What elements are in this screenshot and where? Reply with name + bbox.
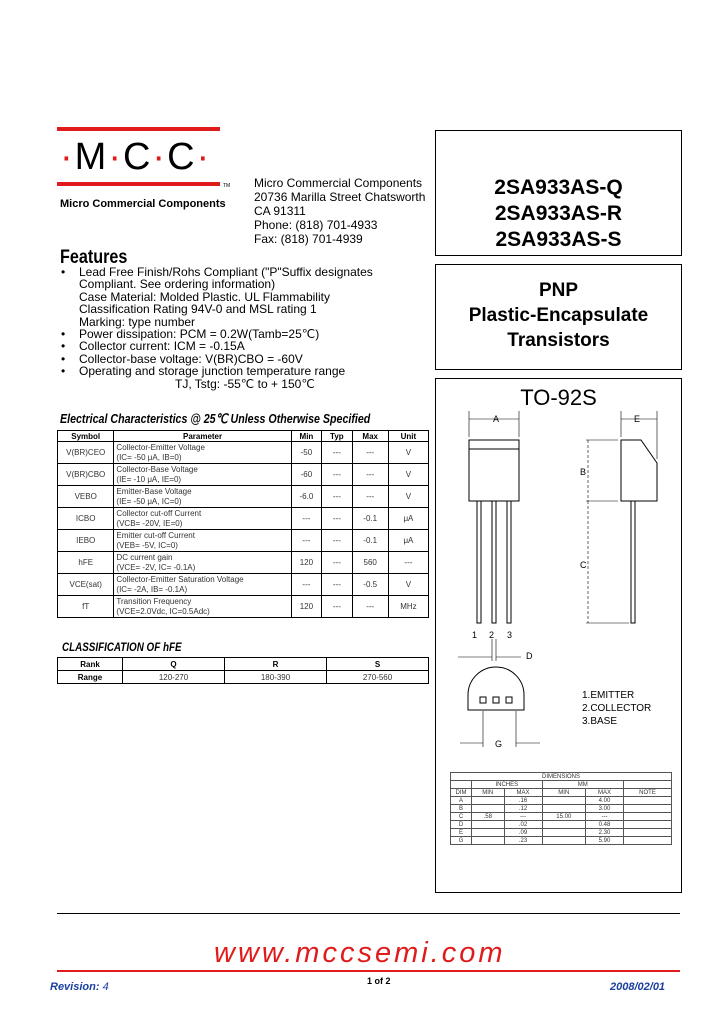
unit-cell: V — [388, 574, 428, 596]
part-number: 2SA933AS-Q — [494, 176, 623, 199]
feature-item: • Collector-base voltage: V(BR)CBO = -60V — [57, 353, 437, 365]
feature-item: Marking: type number — [79, 314, 196, 329]
part-number-box — [435, 130, 682, 256]
parameter-line: Transition Frequency — [116, 596, 192, 606]
side-body — [621, 440, 657, 501]
table-row — [58, 574, 429, 596]
range-cell: 180-390 — [225, 671, 327, 684]
min-cell: -50 — [291, 442, 321, 464]
feature-item: Compliant. See ordering information) — [79, 277, 276, 292]
dim-cell — [624, 821, 672, 829]
address-line: 20736 Marilla Street Chatsworth — [254, 190, 426, 204]
col-header: Min — [291, 431, 321, 442]
dim-cell: 2.30 — [586, 829, 624, 837]
dim-cell — [624, 837, 672, 845]
unit-cell: --- — [388, 552, 428, 574]
dim-cell — [472, 805, 505, 813]
table-row — [58, 596, 429, 618]
rank-cell: Q — [123, 658, 225, 671]
dim-cell: 15.00 — [542, 813, 585, 821]
max-cell: --- — [352, 486, 388, 508]
parameter-line: (VCE= -2V, IC= -0.1A) — [116, 562, 196, 572]
dim-cell: B — [451, 805, 472, 813]
table-row — [451, 813, 672, 821]
dim-cell: A — [451, 797, 472, 805]
table-row — [451, 837, 672, 845]
typ-cell: --- — [322, 552, 352, 574]
pin-legend-item: 1.EMITTER — [582, 690, 635, 701]
max-cell: -0.1 — [352, 508, 388, 530]
electrical-table — [57, 430, 429, 618]
dim-label-g: G — [495, 739, 503, 749]
table-row — [451, 805, 672, 813]
table-row — [451, 797, 672, 805]
max-cell: -0.1 — [352, 530, 388, 552]
parameter-cell — [114, 442, 291, 464]
parameter-line: (VCE=2.0Vdc, IC=0.5Adc) — [116, 606, 210, 616]
parameter-cell — [114, 596, 291, 618]
url-underline — [57, 970, 680, 972]
dim-cell: .12 — [504, 805, 542, 813]
dim-cell: --- — [586, 813, 624, 821]
dim-cell — [472, 829, 505, 837]
address-line: CA 91311 — [254, 204, 306, 218]
address-line: Phone: (818) 701-4933 — [254, 218, 378, 232]
dim-cell: .02 — [504, 821, 542, 829]
dim-label-b: B — [580, 467, 587, 477]
range-cell: 120-270 — [123, 671, 225, 684]
table-row — [58, 486, 429, 508]
typ-cell: --- — [322, 486, 352, 508]
parameter-line: (IE= -10 μA, IE=0) — [116, 474, 182, 484]
parameter-line: Collector-Emitter Voltage — [116, 442, 205, 452]
parameter-line: DC current gain — [116, 552, 173, 562]
parameter-line: (VEB= -5V, IC=0) — [116, 540, 178, 550]
package-box — [435, 378, 682, 893]
dim-cell: .23 — [504, 837, 542, 845]
revision-label: Revision: — [50, 981, 100, 993]
pin-number: 2 — [489, 630, 495, 640]
rank-cell: S — [327, 658, 429, 671]
address-line: Fax: (818) 701-4939 — [254, 232, 363, 246]
parameter-cell — [114, 574, 291, 596]
col-header: Max — [352, 431, 388, 442]
footer-divider — [57, 913, 680, 914]
dim-cell — [624, 829, 672, 837]
pin-number: 1 — [472, 630, 478, 640]
lead-3 — [507, 501, 511, 623]
address-line: Micro Commercial Components — [254, 176, 423, 190]
dim-label-e: E — [634, 414, 641, 424]
group-header: MM — [542, 781, 623, 789]
feature-item: • Lead Free Finish/Rohs Compliant ("P"Suffix designates — [57, 266, 437, 278]
dim-cell: .16 — [504, 797, 542, 805]
min-cell: --- — [291, 574, 321, 596]
dim-cell: 0.48 — [586, 821, 624, 829]
product-type-line: Plastic-Encapsulate — [468, 305, 649, 326]
dim-cell — [624, 797, 672, 805]
dim-cell: G — [451, 837, 472, 845]
lead-2 — [492, 501, 496, 623]
classification-title: CLASSIFICATION OF hFE — [62, 640, 182, 654]
table-row — [58, 530, 429, 552]
table-row — [58, 552, 429, 574]
dim-label-a: A — [493, 414, 500, 424]
features-title: Features — [60, 247, 128, 268]
unit-cell: V — [388, 486, 428, 508]
unit-cell: V — [388, 464, 428, 486]
feature-item: Classification Rating 94V-0 and MSL rating 1 — [79, 302, 317, 317]
classification-table — [57, 657, 429, 684]
unit-cell: μA — [388, 530, 428, 552]
min-cell: 120 — [291, 552, 321, 574]
parameter-line: (VCB= -20V, IE=0) — [116, 518, 183, 528]
table-header-row — [58, 431, 429, 442]
symbol-cell: V(BR)CEO — [58, 442, 114, 464]
parameter-line: (IC= -2A, IB= -0.1A) — [116, 584, 188, 594]
rank-cell: R — [225, 658, 327, 671]
pin-legend-item: 2.COLLECTOR — [582, 703, 652, 714]
parameter-cell — [114, 486, 291, 508]
bottom-view — [468, 667, 524, 710]
company-subtitle: Micro Commercial Components — [60, 198, 226, 210]
dim-cell — [472, 821, 505, 829]
product-type-box — [435, 264, 682, 370]
table-row — [451, 821, 672, 829]
dim-cell — [542, 805, 585, 813]
doc-date: 2008/02/01 — [610, 981, 666, 993]
parameter-line: Emitter-Base Voltage — [116, 486, 192, 496]
range-label: Range — [58, 671, 123, 684]
dim-cell — [542, 797, 585, 805]
unit-cell: μA — [388, 508, 428, 530]
trademark-mark: TM — [223, 183, 231, 189]
table-row — [451, 773, 672, 781]
logo-mark: ·M·C·C· — [60, 136, 212, 178]
dim-cell — [542, 829, 585, 837]
table-row — [58, 658, 429, 671]
max-cell: --- — [352, 442, 388, 464]
parameter-line: (IC= -50 μA, IB=0) — [116, 452, 182, 462]
table-row — [58, 671, 429, 684]
package-name: TO-92S — [520, 385, 597, 410]
parameter-cell — [114, 508, 291, 530]
dim-cell — [624, 805, 672, 813]
max-cell: --- — [352, 464, 388, 486]
lead-1 — [477, 501, 481, 623]
feature-item: • Operating and storage junction temperature range — [57, 365, 437, 377]
symbol-cell: V(BR)CBO — [58, 464, 114, 486]
company-address — [254, 176, 425, 246]
dim-cell: .09 — [504, 829, 542, 837]
max-cell: 560 — [352, 552, 388, 574]
min-cell: -6.0 — [291, 486, 321, 508]
col-header: MIN — [542, 789, 585, 797]
website-url[interactable]: www.mccsemi.com — [214, 937, 506, 969]
dimensions-table — [450, 772, 672, 845]
revision-value: 4 — [102, 981, 109, 993]
typ-cell: --- — [322, 574, 352, 596]
dim-cell — [624, 813, 672, 821]
dim-cell: E — [451, 829, 472, 837]
pin-legend-item: 3.BASE — [582, 716, 618, 727]
table-row — [451, 829, 672, 837]
typ-cell: --- — [322, 464, 352, 486]
table-row — [58, 508, 429, 530]
col-header: MIN — [472, 789, 505, 797]
dim-cell — [542, 821, 585, 829]
dim-cell: .58 — [472, 813, 505, 821]
col-header: Symbol — [58, 431, 114, 442]
group-header: INCHES — [472, 781, 543, 789]
table-row — [451, 781, 672, 789]
col-header: Parameter — [114, 431, 291, 442]
electrical-title: Electrical Characteristics @ 25℃ Unless Otherwise Specified — [60, 411, 371, 426]
logo-top-bar — [57, 127, 220, 131]
features-list — [57, 266, 437, 390]
product-type-line: PNP — [538, 280, 579, 301]
dim-cell — [472, 797, 505, 805]
part-number: 2SA933AS-S — [495, 228, 622, 251]
parameter-cell — [114, 464, 291, 486]
side-lead — [631, 501, 635, 623]
symbol-cell: fT — [58, 596, 114, 618]
feature-item: TJ, Tstg: -55℃ to + 150℃ — [175, 376, 315, 391]
dim-cell: 5.90 — [586, 837, 624, 845]
dim-label-d: D — [526, 651, 533, 661]
logo-bottom-bar — [57, 182, 220, 186]
parameter-line: (IE= -50 μA, IC=0) — [116, 496, 182, 506]
dim-cell — [542, 837, 585, 845]
page-number: 1 of 2 — [367, 976, 391, 986]
typ-cell: --- — [322, 530, 352, 552]
symbol-cell: VCE(sat) — [58, 574, 114, 596]
dim-cell: C — [451, 813, 472, 821]
pin-number: 3 — [507, 630, 513, 640]
typ-cell: --- — [322, 508, 352, 530]
pin-legend — [582, 689, 651, 728]
col-header: DIM — [451, 789, 472, 797]
dim-cell: 4.00 — [586, 797, 624, 805]
max-cell: -0.5 — [352, 574, 388, 596]
dim-label-c: C — [580, 560, 587, 570]
symbol-cell: hFE — [58, 552, 114, 574]
revision — [50, 981, 109, 993]
dimensions-title: DIMENSIONS — [451, 773, 672, 781]
feature-item: Case Material: Molded Plastic. UL Flammability — [79, 289, 330, 304]
table-row — [451, 789, 672, 797]
parameter-line: Collector cut-off Current — [116, 508, 202, 518]
rank-label: Rank — [58, 658, 123, 671]
dim-cell: D — [451, 821, 472, 829]
typ-cell: --- — [322, 596, 352, 618]
max-cell: --- — [352, 596, 388, 618]
parameter-cell — [114, 552, 291, 574]
parameter-line: Collector-Base Voltage — [116, 464, 198, 474]
part-number: 2SA933AS-R — [494, 202, 623, 225]
unit-cell: MHz — [388, 596, 428, 618]
product-type-line: Transistors — [507, 330, 610, 351]
typ-cell: --- — [322, 442, 352, 464]
range-cell: 270-560 — [327, 671, 429, 684]
col-header: Unit — [388, 431, 428, 442]
min-cell: --- — [291, 508, 321, 530]
col-header: NOTE — [624, 789, 672, 797]
parameter-line: Collector-Emitter Saturation Voltage — [116, 574, 244, 584]
table-row — [58, 464, 429, 486]
min-cell: -60 — [291, 464, 321, 486]
feature-item: • Collector current: ICM = -0.15A — [57, 340, 437, 352]
min-cell: --- — [291, 530, 321, 552]
col-header: MAX — [504, 789, 542, 797]
dim-cell: 3.00 — [586, 805, 624, 813]
parameter-cell — [114, 530, 291, 552]
parameter-line: Emitter cut-off Current — [116, 530, 195, 540]
dim-cell — [472, 837, 505, 845]
symbol-cell: VEBO — [58, 486, 114, 508]
min-cell: 120 — [291, 596, 321, 618]
symbol-cell: IEBO — [58, 530, 114, 552]
feature-item: • Power dissipation: PCM = 0.2W(Tamb=25℃) — [57, 328, 437, 340]
dim-cell: --- — [504, 813, 542, 821]
col-header: MAX — [586, 789, 624, 797]
table-row — [58, 442, 429, 464]
symbol-cell: ICBO — [58, 508, 114, 530]
unit-cell: V — [388, 442, 428, 464]
col-header: Typ — [322, 431, 352, 442]
